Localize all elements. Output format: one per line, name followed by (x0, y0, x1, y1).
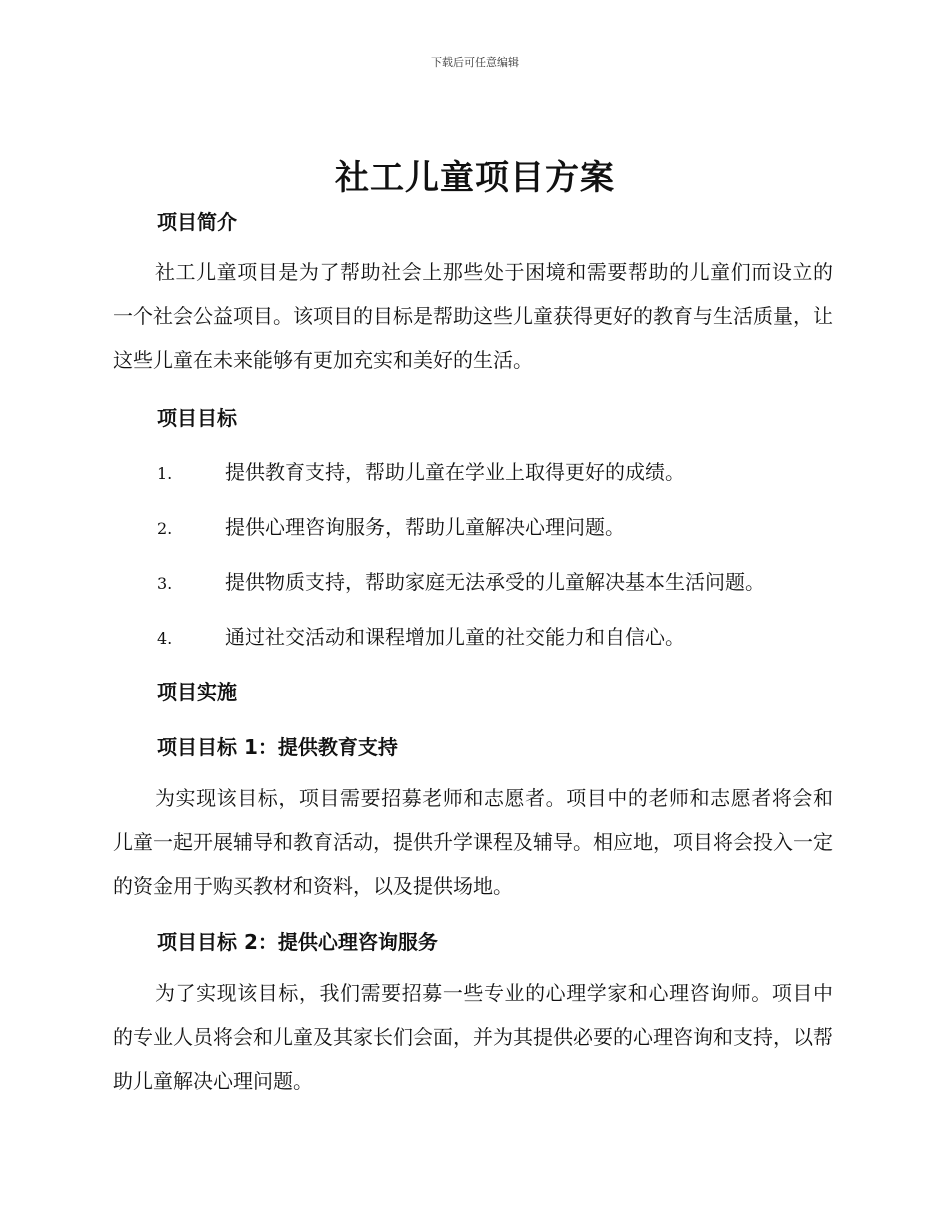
goal-text: 提供物质支持，帮助家庭无法承受的儿童解决基本生活问题。 (225, 570, 765, 594)
heading-implementation: 项目实施 (157, 680, 237, 704)
goal-text: 提供教育支持，帮助儿童在学业上取得更好的成绩。 (225, 460, 685, 484)
goal-list-item (157, 621, 837, 650)
paragraph-goal-1: 为实现该目标，项目需要招募老师和志愿者。项目中的老师和志愿者将会和儿童一起开展辅导和教育活动，提供升学课程及辅导。相应地，项目将会投入一定的资金用于购买教材和资料，以及提供场地。 (113, 786, 833, 898)
paragraph-goal-2: 为了实现该目标，我们需要招募一些专业的心理学家和心理咨询师。项目中的专业人员将会和儿童及其家长们会面，并为其提供必要的心理咨询和支持，以帮助儿童解决心理问题。 (113, 981, 833, 1093)
goal-text: 通过社交活动和课程增加儿童的社交能力和自信心。 (225, 625, 685, 649)
goal-text: 提供心理咨询服务，帮助儿童解决心理问题。 (225, 515, 625, 539)
goal-list-item (157, 511, 837, 540)
goal-list-item (157, 456, 837, 485)
goal-number: 2. (157, 519, 173, 538)
heading-goal-2: 项目目标 2：提供心理咨询服务 (157, 930, 438, 954)
goal-number: 1. (157, 464, 173, 483)
goal-number: 3. (157, 574, 173, 593)
document-title: 社工儿童项目方案 (335, 158, 615, 198)
heading-intro: 项目简介 (157, 210, 237, 234)
heading-goals: 项目目标 (157, 406, 237, 430)
heading-goal-1: 项目目标 1：提供教育支持 (157, 735, 398, 759)
paragraph-intro: 社工儿童项目是为了帮助社会上那些处于困境和需要帮助的儿童们而设立的一个社会公益项目。该项目的目标是帮助这些儿童获得更好的教育与生活质量，让这些儿童在未来能够有更加充实和美好的生活。 (113, 260, 833, 372)
goal-number: 4. (157, 629, 173, 648)
header-note: 下载后可任意编辑 (431, 56, 519, 69)
goal-list-item (157, 566, 837, 595)
